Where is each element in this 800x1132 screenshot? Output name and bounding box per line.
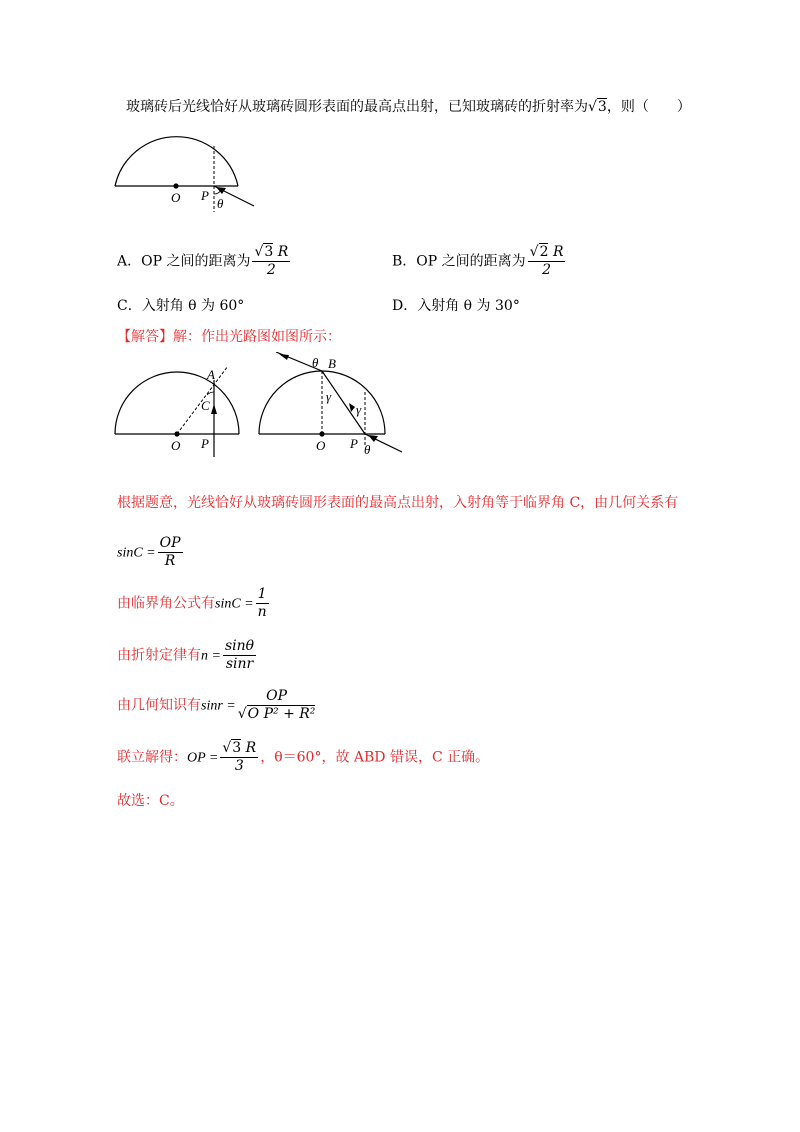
label-B: B — [328, 356, 336, 371]
formula-3-lhs: n = — [201, 648, 221, 664]
label-P: P — [350, 436, 358, 451]
ray-arrow — [211, 404, 217, 414]
label-theta-top: θ — [312, 355, 319, 370]
label-O: O — [171, 190, 181, 205]
formula-5-prefix: 联立解得： — [117, 749, 187, 766]
inner-arrow — [349, 403, 355, 412]
question-suffix: ，则（ ） — [606, 99, 691, 115]
option-b-den: 2 — [542, 262, 552, 278]
formula-5-rad: 3 — [232, 740, 242, 756]
option-b-rad: 2 — [539, 244, 549, 260]
label-P: P — [201, 436, 209, 451]
semicircle-arc — [115, 372, 239, 434]
formula-4-lhs: sinr = — [201, 698, 236, 714]
option-a[interactable]: A．OP 之间的距离为 $\frac{√3 R}{2}$ — [117, 244, 289, 278]
question-text — [126, 96, 691, 116]
formula-4-den: O P² + R² — [247, 706, 316, 722]
option-a-den: 2 — [266, 262, 276, 278]
formula-2-prefix: 由临界角公式有 — [117, 595, 215, 612]
formula-4-num: OP — [266, 688, 288, 704]
formula-2 — [117, 586, 271, 621]
center-point — [173, 183, 178, 188]
label-theta: θ — [217, 196, 224, 211]
label-A: A — [207, 367, 215, 382]
formula-1-num: OP — [159, 535, 181, 551]
formula-3-prefix: 由折射定律有 — [117, 647, 201, 664]
option-b[interactable]: B．OP 之间的距离为 $\frac{√2 R}{2}$ — [392, 244, 564, 278]
label-gamma-2: γ — [356, 402, 362, 417]
exit-arrow — [279, 354, 289, 360]
option-a-text: A．OP 之间的距离为 — [117, 253, 251, 270]
formula-2-lhs: sinC = — [215, 596, 254, 612]
formula-3 — [117, 638, 258, 673]
figure-answer-2 — [255, 352, 415, 462]
formula-1-den: R — [164, 553, 176, 569]
label-O: O — [316, 438, 326, 453]
label-P: P — [201, 188, 209, 203]
option-a-r: R — [277, 244, 289, 260]
option-c[interactable]: C．入射角 θ 为 60° — [117, 298, 245, 314]
formula-1-lhs: sinC = — [117, 545, 156, 561]
formula-2-den: n — [257, 604, 267, 620]
formula-5-den: 3 — [234, 758, 244, 774]
label-theta-bottom: θ — [364, 442, 371, 457]
label-C: C — [201, 398, 210, 413]
incident-arrow — [368, 435, 378, 442]
solution-line-1: 根据题意，光线恰好从玻璃砖圆形表面的最高点出射，入射角等于临界角 C，由几何关系有 — [117, 495, 679, 511]
formula-5-suffix: ，θ＝60°，故 ABD 错误，C 正确。 — [260, 749, 490, 766]
formula-3-num: sinθ — [224, 638, 255, 654]
answer-header: 【解答】解：作出光路图如图所示： — [117, 329, 341, 345]
sqrt-sign: √ — [588, 99, 597, 115]
formula-5-r: R — [245, 740, 257, 756]
formula-1 — [117, 535, 185, 570]
option-b-text: B．OP 之间的距离为 — [392, 253, 526, 270]
option-d[interactable]: D．入射角 θ 为 30° — [392, 298, 520, 314]
final-answer: 故选：C。 — [117, 793, 184, 809]
figure-question — [108, 130, 268, 220]
label-gamma-1: γ — [326, 389, 332, 404]
formula-4: 由几何知识有sinr = $\frac{OP}{\text{√O P² + R²}}$ — [117, 688, 316, 722]
refractive-index: 3 — [597, 99, 607, 115]
semicircle-arc — [115, 137, 238, 186]
formula-5: 联立解得：OP = $\frac{√3 R}{3}$ ，θ＝60°，故 ABD 错误，C 正确。 — [117, 740, 490, 774]
figure-answer-1 — [108, 352, 248, 462]
option-b-r: R — [552, 244, 564, 260]
formula-2-num: 1 — [257, 586, 267, 602]
option-a-rad: 3 — [264, 244, 274, 260]
question-stem: 玻璃砖后光线恰好从玻璃砖圆形表面的最高点出射，已知玻璃砖的折射率为 — [126, 99, 588, 115]
formula-3-den: sinr — [225, 656, 254, 672]
label-O: O — [171, 438, 181, 453]
formula-4-prefix: 由几何知识有 — [117, 697, 201, 714]
formula-5-lhs: OP = — [187, 750, 219, 766]
